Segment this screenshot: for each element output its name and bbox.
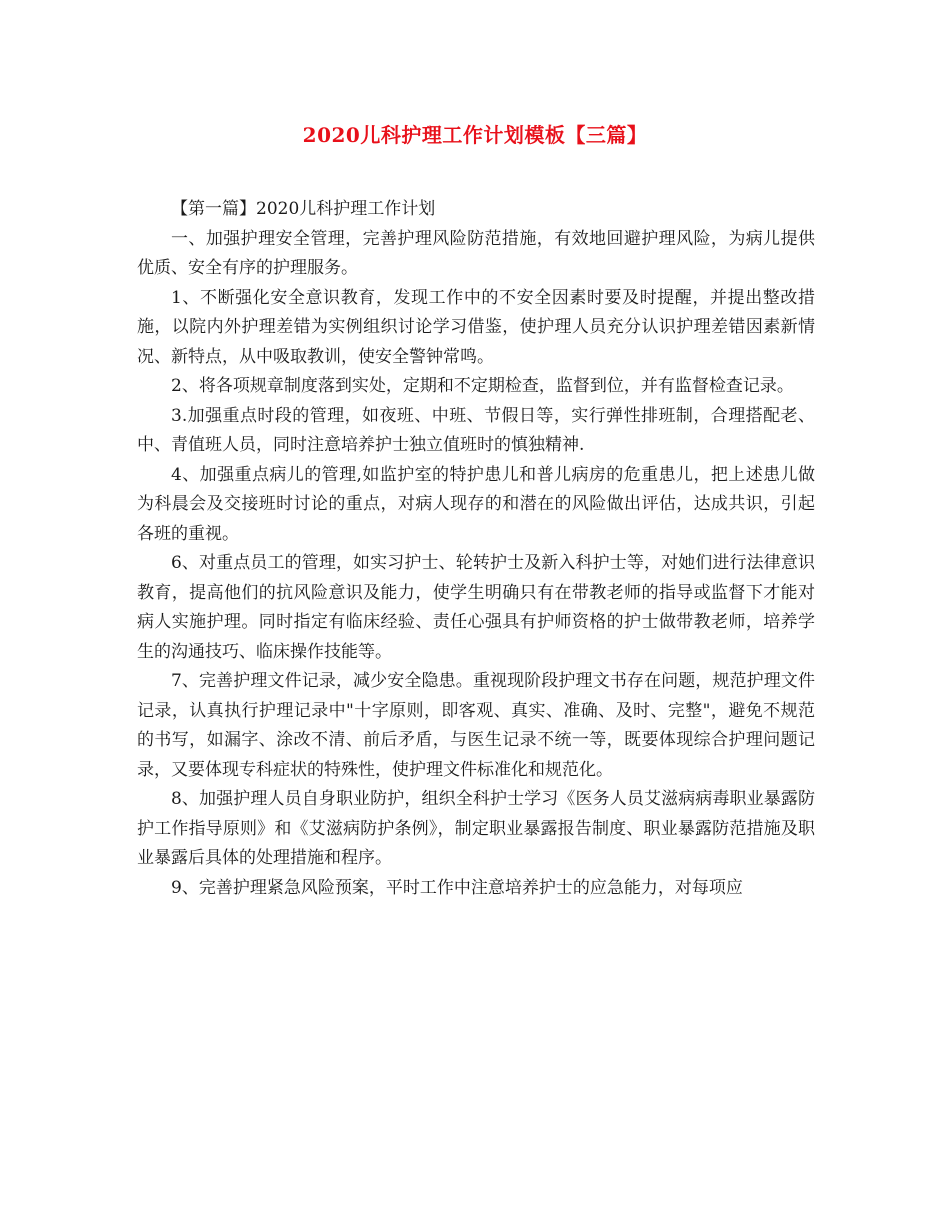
paragraph: 2、将各项规章制度落到实处，定期和不定期检查，监督到位，并有监督检查记录。	[171, 376, 794, 396]
paragraph: 8、加强护理人员自身职业防护，组织全科护士学习《医务人员艾滋病病毒职业暴露防护工作指导原则》和《艾滋病防护条例》，制定职业暴露报告制度、职业暴露防范措施及职业暴露后具体的处理措施和程序。	[137, 789, 815, 868]
paragraph: 4、加强重点病儿的管理,如监护室的特护患儿和普儿病房的危重患儿，把上述患儿做为科晨会及交接班时讨论的重点，对病人现存的和潜在的风险做出评估，达成共识，引起各班的重视。	[137, 464, 815, 544]
paragraph: 一、加强护理安全管理，完善护理风险防范措施，有效地回避护理风险，为病儿提供优质、安全有序的护理服务。	[137, 228, 815, 278]
section-heading: 【第一篇】2020儿科护理工作计划	[171, 199, 436, 219]
paragraph: 6、对重点员工的管理，如实习护士、轮转护士及新入科护士等，对她们进行法律意识教育，提高他们的抗风险意识及能力，使学生明确只有在带教老师的指导或监督下才能对病人实施护理。同时指定有临床经验、责任心强具有护师资格的护士做带教老师，培养学生的沟通技巧、临床操作技能等。	[137, 553, 815, 662]
paragraph: 3.加强重点时段的管理，如夜班、中班、节假日等，实行弹性排班制，合理搭配老、中、青值班人员，同时注意培养护士独立值班时的慎独精神.	[137, 405, 815, 455]
paragraph: 1、不断强化安全意识教育，发现工作中的不安全因素时要及时提醒，并提出整改措施，以院内外护理差错为实例组织讨论学习借鉴，使护理人员充分认识护理差错因素新情况、新特点，从中吸取教训，使安全警钟常鸣。	[137, 287, 815, 367]
paragraph: 9、完善护理紧急风险预案，平时工作中注意培养护士的应急能力，对每项应	[171, 877, 743, 898]
paragraph: 7、完善护理文件记录，减少安全隐患。重视现阶段护理文书存在问题，规范护理文件记录，认真执行护理记录中"十字原则，即客观、真实、准确、及时、完整"，避免不规范的书写，如漏字、涂改不清、前后矛盾，与医生记录不统一等，既要体现综合护理问题记录，又要体现专科症状的特殊性，使护理文件标准化和规范化。	[137, 671, 815, 780]
document-title: 2020儿科护理工作计划模板【三篇】	[302, 123, 648, 147]
document-body	[137, 195, 815, 903]
